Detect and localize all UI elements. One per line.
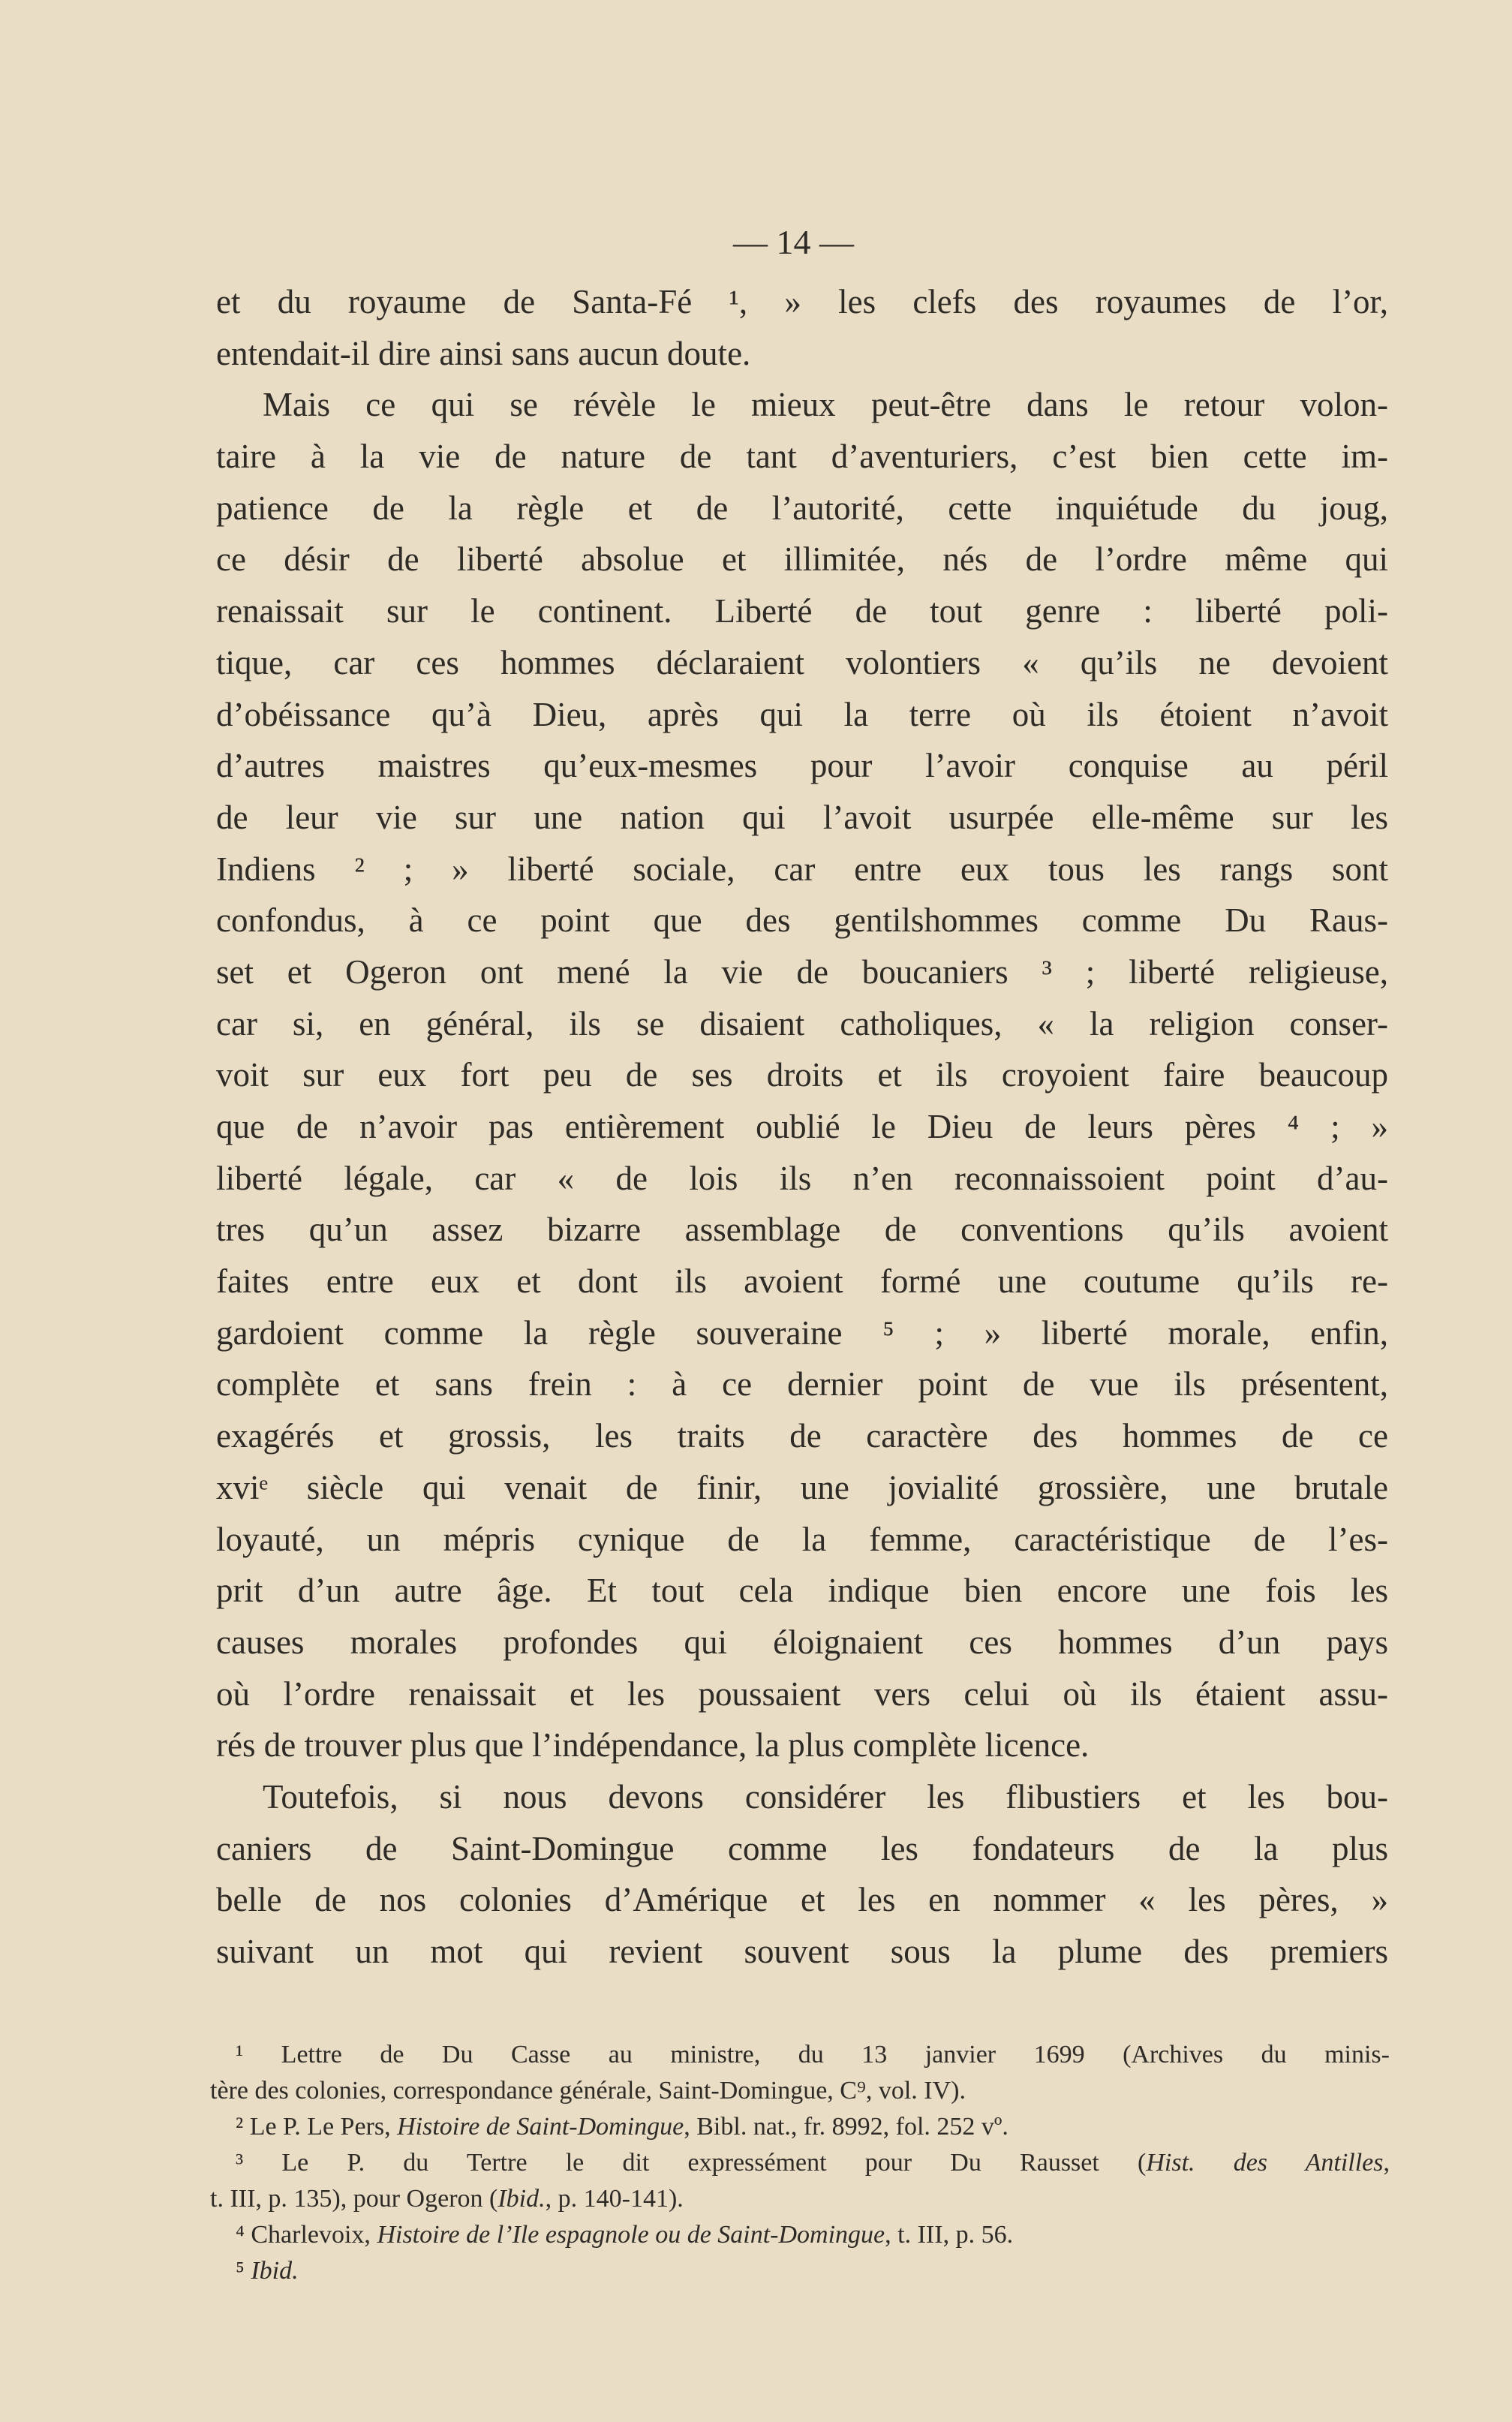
text-line: confondus, à ce point que des gentilshommes comme Du Raus- (216, 901, 1388, 940)
footnote-text: , Bibl. nat., fr. 8992, fol. 252 vº. (684, 2113, 1009, 2141)
footnote-line (210, 2145, 1390, 2181)
footnote-title: Histoire de l’Ile espagnole ou de Saint-Domingue (377, 2221, 885, 2249)
footnote-text: ³ Le P. du Tertre le dit expressément pour Du Rausset ( (236, 2149, 1147, 2177)
footnote-line (210, 2109, 1390, 2145)
footnote-title: Ibid. (251, 2257, 299, 2285)
footnote-text: t. III, p. 135), pour Ogeron ( (210, 2185, 498, 2213)
footnote-title: Hist. des Antilles (1146, 2149, 1384, 2177)
footnote-title: Ibid. (497, 2185, 546, 2213)
text-line: rés de trouver plus que l’indépendance, la plus complète licence. (216, 1726, 1090, 1765)
footnote-text: ¹ Lettre de Du Casse au ministre, du 13 janvier 1699 (Archives du minis- (236, 2041, 1390, 2068)
text-line: faites entre eux et dont ils avoient formé une coutume qu’ils re- (216, 1262, 1388, 1301)
text-line: belle de nos colonies d’Amérique et les en nommer « les pères, » (216, 1881, 1388, 1919)
footnote-line (210, 2217, 1390, 2253)
text-line: xviᵉ siècle qui venait de finir, une jovialité grossière, une brutale (216, 1468, 1388, 1506)
text-line: suivant un mot qui revient souvent sous la plume des premiers (216, 1933, 1388, 1970)
footnote-text: , (1383, 2149, 1390, 2177)
text-line: prit d’un autre âge. Et tout cela indique bien encore une fois les (216, 1572, 1388, 1610)
text-line: liberté légale, car « de lois ils n’en reconnaissoient point d’au- (216, 1159, 1388, 1197)
text-line: taire à la vie de nature de tant d’aventuriers, c’est bien cette im- (216, 438, 1388, 476)
text-line: complète et sans frein : à ce dernier point de vue ils présentent, (216, 1365, 1388, 1404)
footnote-line (210, 2253, 1390, 2289)
text-line: de leur vie sur une nation qui l’avoit usurpée elle-même sur les (216, 798, 1388, 836)
footnote-title: Histoire de Saint-Domingue (397, 2113, 684, 2141)
text-line: et du royaume de Santa-Fé ¹, » les clefs des royaumes de l’or, (216, 283, 1388, 320)
text-line: d’obéissance qu’à Dieu, après qui la terre où ils étoient n’avoit (216, 695, 1388, 733)
text-line: caniers de Saint-Domingue comme les fondateurs de la plus (216, 1829, 1388, 1867)
text-line: Toutefois, si nous devons considérer les flibustiers et les bou- (263, 1777, 1388, 1816)
footnote-text: , t. III, p. 56. (885, 2221, 1014, 2249)
footnotes (210, 2037, 1390, 2289)
text-line: ce désir de liberté absolue et illimitée, nés de l’ordre même qui (216, 540, 1388, 579)
text-line: causes morales profondes qui éloignaient ces hommes d’un pays (216, 1623, 1388, 1661)
text-line: entendait-il dire ainsi sans aucun doute. (216, 334, 751, 372)
footnote-text: ⁵ (236, 2257, 251, 2285)
text-line: Indiens ² ; » liberté sociale, car entre eux tous les rangs sont (216, 850, 1388, 888)
body-text (216, 276, 1388, 1978)
text-line: patience de la règle et de l’autorité, cette inquiétude du joug, (216, 489, 1388, 527)
text-line: tique, car ces hommes déclaraient volontiers « qu’ils ne devoient (216, 643, 1388, 681)
footnote-text: tère des colonies, correspondance générale, Saint-Domingue, C⁹, vol. IV). (210, 2077, 966, 2105)
text-line: renaissait sur le continent. Liberté de tout genre : liberté poli- (216, 592, 1388, 630)
footnote-text: ⁴ Charlevoix, (236, 2221, 377, 2249)
footnote-line (210, 2037, 1390, 2073)
text-line: tres qu’un assez bizarre assemblage de conventions qu’ils avoient (216, 1211, 1388, 1249)
footnote-text: , p. 140-141). (545, 2185, 684, 2213)
text-line: que de n’avoir pas entièrement oublié le Dieu de leurs pères ⁴ ; » (216, 1108, 1388, 1145)
page-number: — 14 — (733, 223, 854, 261)
footnote-line (210, 2073, 1390, 2109)
footnote-line (210, 2181, 1390, 2217)
text-line: d’autres maistres qu’eux-mesmes pour l’avoir conquise au péril (216, 747, 1388, 785)
footnote-text: ² Le P. Le Pers, (236, 2113, 398, 2141)
text-line: Mais ce qui se révèle le mieux peut-être dans le retour volon- (263, 386, 1388, 424)
text-line: exagérés et grossis, les traits de caractère des hommes de ce (216, 1417, 1388, 1455)
text-line: voit sur eux fort peu de ses droits et ils croyoient faire beaucoup (216, 1056, 1388, 1094)
text-line: où l’ordre renaissait et les poussaient vers celui où ils étaient assu- (216, 1674, 1388, 1713)
text-line: car si, en général, ils se disaient catholiques, « la religion conser- (216, 1004, 1388, 1043)
text-line: loyauté, un mépris cynique de la femme, caractéristique de l’es- (216, 1520, 1388, 1558)
text-line: set et Ogeron ont mené la vie de boucaniers ³ ; liberté religieuse, (216, 952, 1388, 991)
text-line: gardoient comme la règle souveraine ⁵ ; » liberté morale, enfin, (216, 1313, 1388, 1352)
